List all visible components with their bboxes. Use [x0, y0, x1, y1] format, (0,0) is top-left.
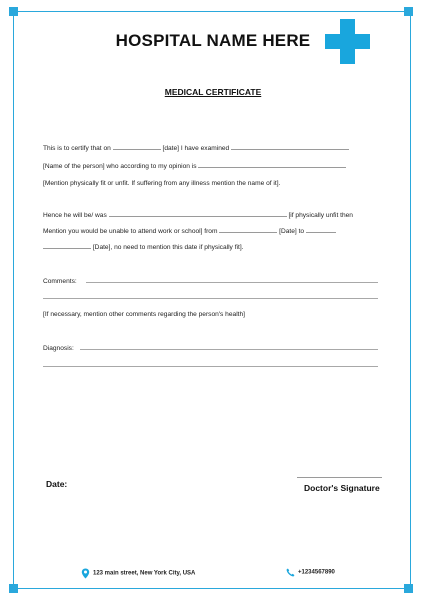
from-date-blank[interactable] — [219, 227, 277, 233]
absence-text: Mention you would be unable to attend work or school] from — [43, 228, 218, 235]
certify-text: This is to certify that on — [43, 145, 111, 152]
hospital-name: HOSPITAL NAME HERE — [115, 31, 311, 50]
to-date-blank[interactable] — [306, 227, 336, 233]
diagnosis-line — [43, 344, 74, 353]
footer-phone — [286, 568, 335, 577]
to-text: [Date] to — [279, 228, 305, 235]
comments-note: [If necessary, mention other comments regarding the person's health] — [43, 311, 245, 318]
name-text: [Name of the person] who according to my opinion is — [43, 163, 197, 170]
medical-cross-icon — [325, 19, 370, 64]
fitness-text: [Mention physically fit or unfit. If suffering from any illness mention the name of it]. — [43, 180, 281, 187]
unfit-text: [if physically unfit then — [288, 212, 353, 219]
end-date-line — [43, 243, 243, 252]
diagnosis-blank-2[interactable] — [43, 366, 378, 367]
end-date-text: [Date], no need to mention this date if physically fit]. — [92, 244, 244, 251]
comments-line — [43, 277, 77, 286]
hence-line — [43, 211, 353, 220]
phone-icon — [286, 568, 295, 577]
examined-blank[interactable] — [231, 144, 349, 150]
comments-note-line — [43, 310, 245, 319]
name-line — [43, 162, 346, 171]
signature-line[interactable] — [297, 477, 382, 478]
opinion-blank[interactable] — [198, 162, 346, 168]
hence-text: Hence he will be/ was — [43, 212, 107, 219]
absence-line — [43, 227, 336, 236]
comments-label: Comments: — [43, 278, 77, 285]
status-blank[interactable] — [109, 211, 287, 217]
corner-marker — [404, 7, 413, 16]
comments-blank-2[interactable] — [43, 298, 378, 299]
diagnosis-blank[interactable] — [80, 349, 378, 350]
certify-line — [43, 144, 349, 153]
page-border — [13, 11, 411, 589]
examined-text: [date] I have examined — [162, 145, 230, 152]
comments-blank[interactable] — [86, 282, 378, 283]
corner-marker — [9, 7, 18, 16]
phone-text: +1234567890 — [298, 569, 335, 576]
date-label: Date: — [46, 479, 68, 489]
certificate-title: MEDICAL CERTIFICATE — [164, 87, 262, 97]
address-text: 123 main street, New York City, USA — [93, 570, 196, 577]
footer-address — [81, 568, 195, 579]
location-pin-icon — [81, 568, 90, 579]
diagnosis-label: Diagnosis: — [43, 345, 74, 352]
doctor-signature-label: Doctor's Signature — [304, 483, 380, 493]
date-blank[interactable] — [113, 144, 161, 150]
corner-marker — [9, 584, 18, 593]
fitness-line — [43, 179, 280, 188]
corner-marker — [404, 584, 413, 593]
end-date-blank[interactable] — [43, 243, 91, 249]
